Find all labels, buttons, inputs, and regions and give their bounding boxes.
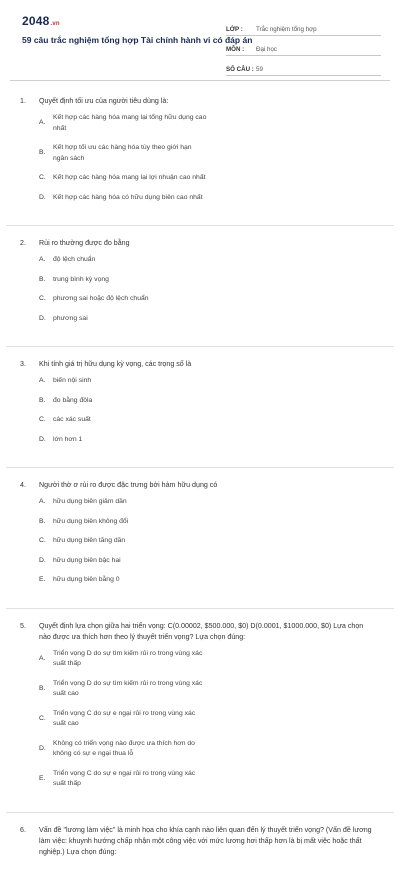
option-text: Không có triển vọng nào được ưa thích hơn do không có sự e ngại thua lỗ: [53, 739, 195, 757]
option-letter: A.: [39, 377, 46, 384]
info-row: [226, 36, 381, 56]
option-letter: B.: [39, 275, 46, 283]
option-text: hữu dụng biên không đổi: [53, 517, 129, 525]
info-label: MÔN :: [226, 46, 245, 53]
answer-option[interactable]: [39, 679, 207, 700]
option-letter: E.: [39, 774, 46, 782]
answer-option[interactable]: [39, 294, 207, 305]
question-number: 6.: [20, 825, 26, 834]
info-value: Trắc nghiệm tổng hợp: [256, 26, 317, 33]
option-letter: C.: [39, 537, 46, 544]
info-row: [226, 56, 381, 76]
answer-option[interactable]: [39, 536, 207, 547]
question-divider: [6, 346, 394, 347]
option-letter: B.: [39, 517, 46, 525]
option-letter: D.: [39, 744, 46, 752]
option-letter: D.: [39, 193, 46, 201]
info-value: 59: [256, 66, 263, 73]
question-stem: [20, 238, 376, 249]
page-title: 59 câu trắc nghiệm tổng hợp Tài chính hành vi có đáp án: [22, 35, 253, 45]
info-value: Đại học: [256, 46, 277, 53]
answer-options: [20, 376, 376, 454]
option-letter: C.: [39, 295, 46, 302]
info-label: SỐ CÂU :: [226, 66, 254, 73]
question: [20, 238, 376, 333]
question-number: 3.: [20, 360, 26, 368]
question-stem: [20, 359, 376, 370]
option-text: Triển vọng D do sự tìm kiếm rủi ro trong vùng xác suất thấp: [53, 649, 203, 667]
answer-option[interactable]: [39, 769, 207, 790]
question: [20, 359, 376, 454]
question: [20, 96, 376, 212]
option-text: độ lệch chuẩn: [53, 256, 96, 263]
option-letter: E.: [39, 576, 46, 583]
answer-option[interactable]: [39, 435, 207, 446]
answer-option[interactable]: [39, 649, 207, 670]
question-divider: [6, 225, 394, 226]
answer-option[interactable]: [39, 143, 207, 164]
question-stem: [20, 96, 376, 107]
header: [0, 0, 400, 73]
question-text: Rủi ro thường được đo bằng: [39, 239, 130, 247]
question-stem: [20, 825, 376, 858]
answer-option[interactable]: [39, 575, 207, 586]
question-text: Người thờ ơ rủi ro được đặc trưng bởi hàm hữu dụng có: [39, 481, 218, 489]
option-text: Triển vọng C do sự e ngại rủi ro trong vùng xác suất thấp: [53, 769, 196, 787]
option-letter: A.: [39, 654, 46, 662]
option-text: phương sai hoặc độ lệch chuẩn: [53, 295, 149, 302]
option-letter: D.: [39, 435, 46, 443]
option-letter: C.: [39, 714, 46, 722]
question: [20, 825, 376, 858]
option-text: đo bằng đôla: [53, 396, 93, 404]
question-divider: [6, 608, 394, 609]
question-number: 4.: [20, 481, 26, 489]
option-text: Kết hợp các hàng hóa mang lại lợi nhuận cao nhất: [53, 174, 206, 181]
question-text: Vấn đề "lương làm việc" là minh họa cho khía cạnh nào liên quan đến lý thuyết triển vọng? (Vấn đề lương làm việc: khuynh hướng chấp nhận một công việc với mức lương hơi thấp hơn là bị mất việc hoặc thất nghiệp.) Lựa chọn đúng:: [39, 825, 372, 856]
question-text: Quyết định tối ưu của người tiêu dùng là:: [39, 97, 169, 105]
answer-option[interactable]: [39, 497, 207, 508]
option-letter: A.: [39, 119, 46, 127]
option-letter: B.: [39, 684, 46, 692]
option-letter: D.: [39, 556, 46, 564]
question-divider: [6, 812, 394, 813]
option-letter: A.: [39, 498, 46, 505]
info-row: [226, 16, 381, 36]
answer-option[interactable]: [39, 556, 207, 567]
question-text: Khi tính giá trị hữu dụng kỳ vọng, các trọng số là: [39, 360, 192, 368]
option-text: hữu dụng biên tăng dần: [53, 537, 126, 544]
option-text: Triển vọng D do sự tìm kiếm rủi ro trong vùng xác suất cao: [53, 679, 203, 697]
answer-options: [20, 113, 376, 212]
answer-options: [20, 255, 376, 333]
option-letter: A.: [39, 256, 46, 263]
option-text: hữu dụng biên bậc hai: [53, 556, 121, 564]
logo-suffix: .vn: [50, 21, 60, 27]
option-text: các xác suất: [53, 416, 91, 423]
header-divider: [10, 80, 390, 81]
option-text: biến nội sinh: [53, 377, 92, 384]
answer-option[interactable]: [39, 314, 207, 325]
option-text: hữu dụng biên bằng 0: [53, 576, 120, 583]
answer-options: [20, 649, 376, 799]
site-logo[interactable]: [22, 14, 60, 28]
exam-info: [226, 16, 381, 76]
info-label: LỚP :: [226, 26, 243, 33]
option-letter: B.: [39, 149, 46, 157]
option-letter: B.: [39, 396, 46, 404]
answer-option[interactable]: [39, 739, 207, 760]
answer-option[interactable]: [39, 376, 207, 387]
answer-option[interactable]: [39, 193, 207, 204]
option-text: Triển vọng C do sự e ngại rủi ro trong vùng xác suất cao: [53, 709, 196, 727]
answer-option[interactable]: [39, 275, 207, 286]
question-number: 1.: [20, 97, 26, 105]
logo-text: 2048: [22, 14, 50, 28]
question: [20, 621, 376, 799]
question-divider: [6, 467, 394, 468]
answer-option[interactable]: [39, 255, 207, 266]
question-stem: [20, 621, 376, 643]
option-letter: C.: [39, 174, 46, 181]
answer-option[interactable]: [39, 709, 207, 730]
question-number: 5.: [20, 621, 26, 630]
answer-option[interactable]: [39, 415, 207, 426]
option-text: Kết hợp các hàng hóa có hữu dụng biên cao nhất: [53, 193, 203, 201]
answer-options: [20, 497, 376, 595]
question-text: Quyết định lựa chọn giữa hai triển vọng: C(0.00002, $500.000, $0) D(0.0001, $1000.000, $0) Lựa chọn nào được ưa thích hơn theo lý thuyết triển vọng? Lựa chọn đúng:: [39, 621, 364, 641]
answer-option[interactable]: [39, 173, 207, 184]
question: [20, 480, 376, 595]
option-letter: D.: [39, 314, 46, 322]
question-number: 2.: [20, 239, 26, 247]
option-text: phương sai: [53, 314, 88, 322]
answer-option[interactable]: [39, 517, 207, 528]
answer-option[interactable]: [39, 113, 207, 134]
option-text: hữu dụng biên giảm dần: [53, 498, 127, 505]
option-text: lớn hơn 1: [53, 435, 83, 443]
option-letter: C.: [39, 416, 46, 423]
question-stem: [20, 480, 376, 491]
question-list: [0, 96, 400, 871]
option-text: trung bình kỳ vọng: [53, 275, 109, 283]
option-text: Kết hợp tối ưu các hàng hóa tùy theo giới hạn ngân sách: [53, 144, 192, 162]
option-text: Kết hợp các hàng hóa mang lại tổng hữu dụng cao nhất: [53, 114, 207, 132]
answer-option[interactable]: [39, 396, 207, 407]
